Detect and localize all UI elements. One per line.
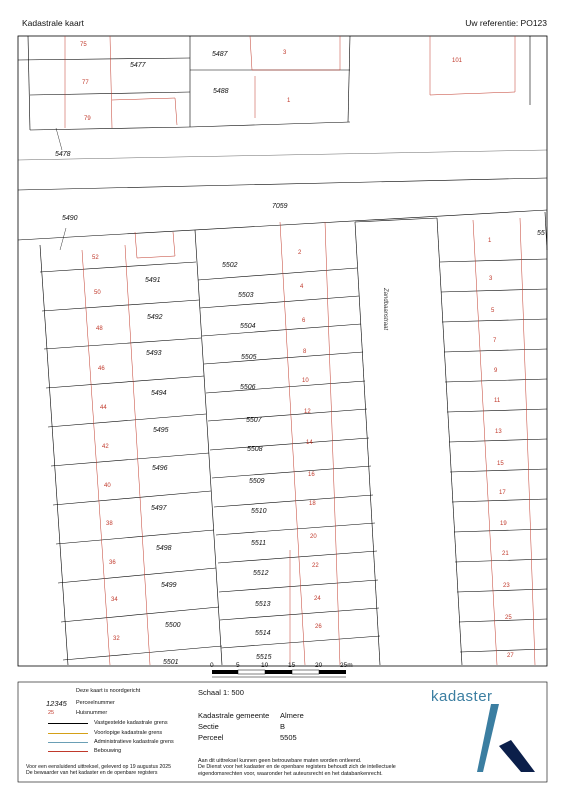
parcel-number: 5505 bbox=[241, 354, 257, 361]
svg-text:34: 34 bbox=[111, 597, 118, 603]
svg-text:46: 46 bbox=[98, 366, 105, 372]
legend bbox=[18, 684, 543, 782]
svg-text:3: 3 bbox=[283, 50, 287, 56]
scale-bar bbox=[210, 662, 353, 677]
parcel-number: 5513 bbox=[255, 601, 271, 608]
svg-text:0: 0 bbox=[210, 662, 214, 669]
disclaimer: Aan dit uittreksel kunnen geen betrouwbare maten worden ontleend. De Dienst voor het kadaster en de openbare registers behoudt zich de intellectuele eigendomsrechten voor, waaronder het auteursrecht en het databankenrecht. bbox=[198, 758, 396, 777]
svg-text:2: 2 bbox=[298, 250, 302, 256]
svg-text:48: 48 bbox=[96, 326, 103, 332]
parcel-number: 5507 bbox=[246, 417, 262, 424]
parcel-number: 5503 bbox=[238, 292, 254, 299]
parcel-value: 5505 bbox=[280, 733, 297, 742]
svg-text:17: 17 bbox=[499, 490, 506, 496]
svg-text:79: 79 bbox=[84, 116, 91, 122]
parcel-number: 5490 bbox=[62, 215, 78, 222]
svg-text:1: 1 bbox=[287, 98, 291, 104]
svg-text:14: 14 bbox=[306, 440, 313, 446]
parcel-number: 55 bbox=[537, 230, 545, 237]
parcel-number: 5496 bbox=[152, 465, 168, 472]
parcel-number: 5508 bbox=[247, 446, 263, 453]
parcel-number-sample: 12345 bbox=[46, 699, 67, 708]
scale-label: Schaal 1: 500 bbox=[198, 688, 244, 697]
parcel-number: 5492 bbox=[147, 314, 163, 321]
legend-line-administrative: Administratieve kadastrale grens bbox=[94, 739, 174, 745]
parcel-lines bbox=[18, 36, 547, 665]
line-sample-fixed bbox=[48, 723, 88, 724]
svg-text:19: 19 bbox=[500, 521, 507, 527]
parcel-number: 5493 bbox=[146, 350, 162, 357]
svg-text:11: 11 bbox=[494, 398, 501, 404]
svg-text:3: 3 bbox=[489, 276, 493, 282]
svg-text:4: 4 bbox=[300, 284, 304, 290]
parcel-number: 5500 bbox=[165, 622, 181, 629]
svg-text:36: 36 bbox=[109, 560, 116, 566]
svg-text:15: 15 bbox=[288, 662, 296, 669]
municipality-label: Kadastrale gemeente bbox=[198, 711, 270, 720]
map-title: Kadastrale kaart bbox=[22, 18, 84, 28]
svg-text:5: 5 bbox=[236, 662, 240, 669]
svg-text:12: 12 bbox=[304, 409, 311, 415]
svg-text:20: 20 bbox=[310, 534, 317, 540]
parcel-number: 5497 bbox=[151, 505, 167, 512]
map-frame bbox=[18, 36, 547, 666]
parcel-number-label: Perceelnummer bbox=[76, 700, 115, 706]
svg-text:50: 50 bbox=[94, 290, 101, 296]
svg-text:44: 44 bbox=[100, 405, 107, 411]
svg-text:7: 7 bbox=[493, 338, 497, 344]
building-lines bbox=[65, 36, 535, 665]
svg-text:20: 20 bbox=[315, 662, 323, 669]
svg-text:25m: 25m bbox=[340, 662, 353, 669]
parcel-number: 5514 bbox=[255, 630, 271, 637]
line-sample-provisional bbox=[48, 733, 88, 734]
parcel-number: 7059 bbox=[272, 203, 288, 210]
svg-text:27: 27 bbox=[507, 653, 514, 659]
svg-text:77: 77 bbox=[82, 80, 89, 86]
section-label: Sectie bbox=[198, 722, 219, 731]
parcel-number: 5504 bbox=[240, 323, 256, 330]
parcel-number: 5512 bbox=[253, 570, 269, 577]
parcel-number: 5488 bbox=[213, 88, 229, 95]
municipality-value: Almere bbox=[280, 711, 304, 720]
house-number-sample: 25 bbox=[48, 710, 55, 716]
svg-text:75: 75 bbox=[80, 42, 87, 48]
parcel-number: 5499 bbox=[161, 582, 177, 589]
kadaster-logo-text: kadaster bbox=[431, 688, 493, 705]
svg-text:9: 9 bbox=[494, 368, 498, 374]
svg-text:1: 1 bbox=[488, 238, 492, 244]
svg-text:8: 8 bbox=[303, 349, 307, 355]
svg-text:23: 23 bbox=[503, 583, 510, 589]
svg-text:42: 42 bbox=[102, 444, 109, 450]
svg-text:10: 10 bbox=[261, 662, 269, 669]
kadaster-logo-icon bbox=[473, 704, 543, 774]
parcel-number: 5498 bbox=[156, 545, 172, 552]
parcel-number: 5515 bbox=[256, 654, 272, 661]
svg-text:25: 25 bbox=[505, 615, 512, 621]
svg-text:101: 101 bbox=[452, 58, 463, 64]
legend-line-provisional: Voorlopige kadastrale grens bbox=[94, 730, 163, 736]
legend-line-building: Bebouwing bbox=[94, 748, 122, 754]
section-value: B bbox=[280, 722, 286, 731]
svg-text:6: 6 bbox=[302, 318, 306, 324]
parcel-number: 5495 bbox=[153, 427, 169, 434]
line-sample-building bbox=[48, 751, 88, 752]
parcel-number: 5511 bbox=[251, 540, 267, 547]
svg-text:13: 13 bbox=[495, 429, 502, 435]
parcel-number: 5501 bbox=[163, 659, 179, 666]
svg-text:38: 38 bbox=[106, 521, 113, 527]
svg-text:24: 24 bbox=[314, 596, 321, 602]
svg-text:10: 10 bbox=[302, 378, 309, 384]
parcel-number: 5509 bbox=[249, 478, 265, 485]
parcel-number: 5502 bbox=[222, 262, 238, 269]
parcel-number: 5510 bbox=[251, 508, 267, 515]
parcel-label: Perceel bbox=[198, 733, 224, 742]
parcel-number: 5487 bbox=[212, 51, 228, 58]
parcel-number: 5478 bbox=[55, 151, 71, 158]
legend-line-fixed: Vastgestelde kadastrale grens bbox=[94, 720, 168, 726]
svg-text:15: 15 bbox=[497, 461, 504, 467]
parcel-number: 5491 bbox=[145, 277, 161, 284]
svg-text:18: 18 bbox=[309, 501, 316, 507]
svg-text:52: 52 bbox=[92, 255, 99, 261]
house-number-label: Huisnummer bbox=[76, 710, 108, 716]
svg-text:16: 16 bbox=[308, 472, 315, 478]
svg-text:21: 21 bbox=[502, 551, 509, 557]
parcel-number: 5494 bbox=[151, 390, 167, 397]
certificate-note: Voor een eensluidend uittreksel, geleverd op 19 augustus 2025 De bewaarder van het kadaster en de openbare registers bbox=[26, 764, 172, 777]
reference-label: Uw referentie: PO123 bbox=[465, 18, 547, 28]
svg-text:22: 22 bbox=[312, 563, 319, 569]
svg-text:26: 26 bbox=[315, 624, 322, 630]
svg-text:5: 5 bbox=[491, 308, 495, 314]
svg-text:40: 40 bbox=[104, 483, 111, 489]
svg-text:32: 32 bbox=[113, 636, 120, 642]
street-name: Zandbaanstraat bbox=[382, 288, 388, 331]
parcel-number: 5477 bbox=[130, 62, 146, 69]
parcel-number: 5506 bbox=[240, 384, 256, 391]
north-note: Deze kaart is noordgericht bbox=[76, 688, 141, 694]
line-sample-administrative bbox=[48, 742, 88, 743]
